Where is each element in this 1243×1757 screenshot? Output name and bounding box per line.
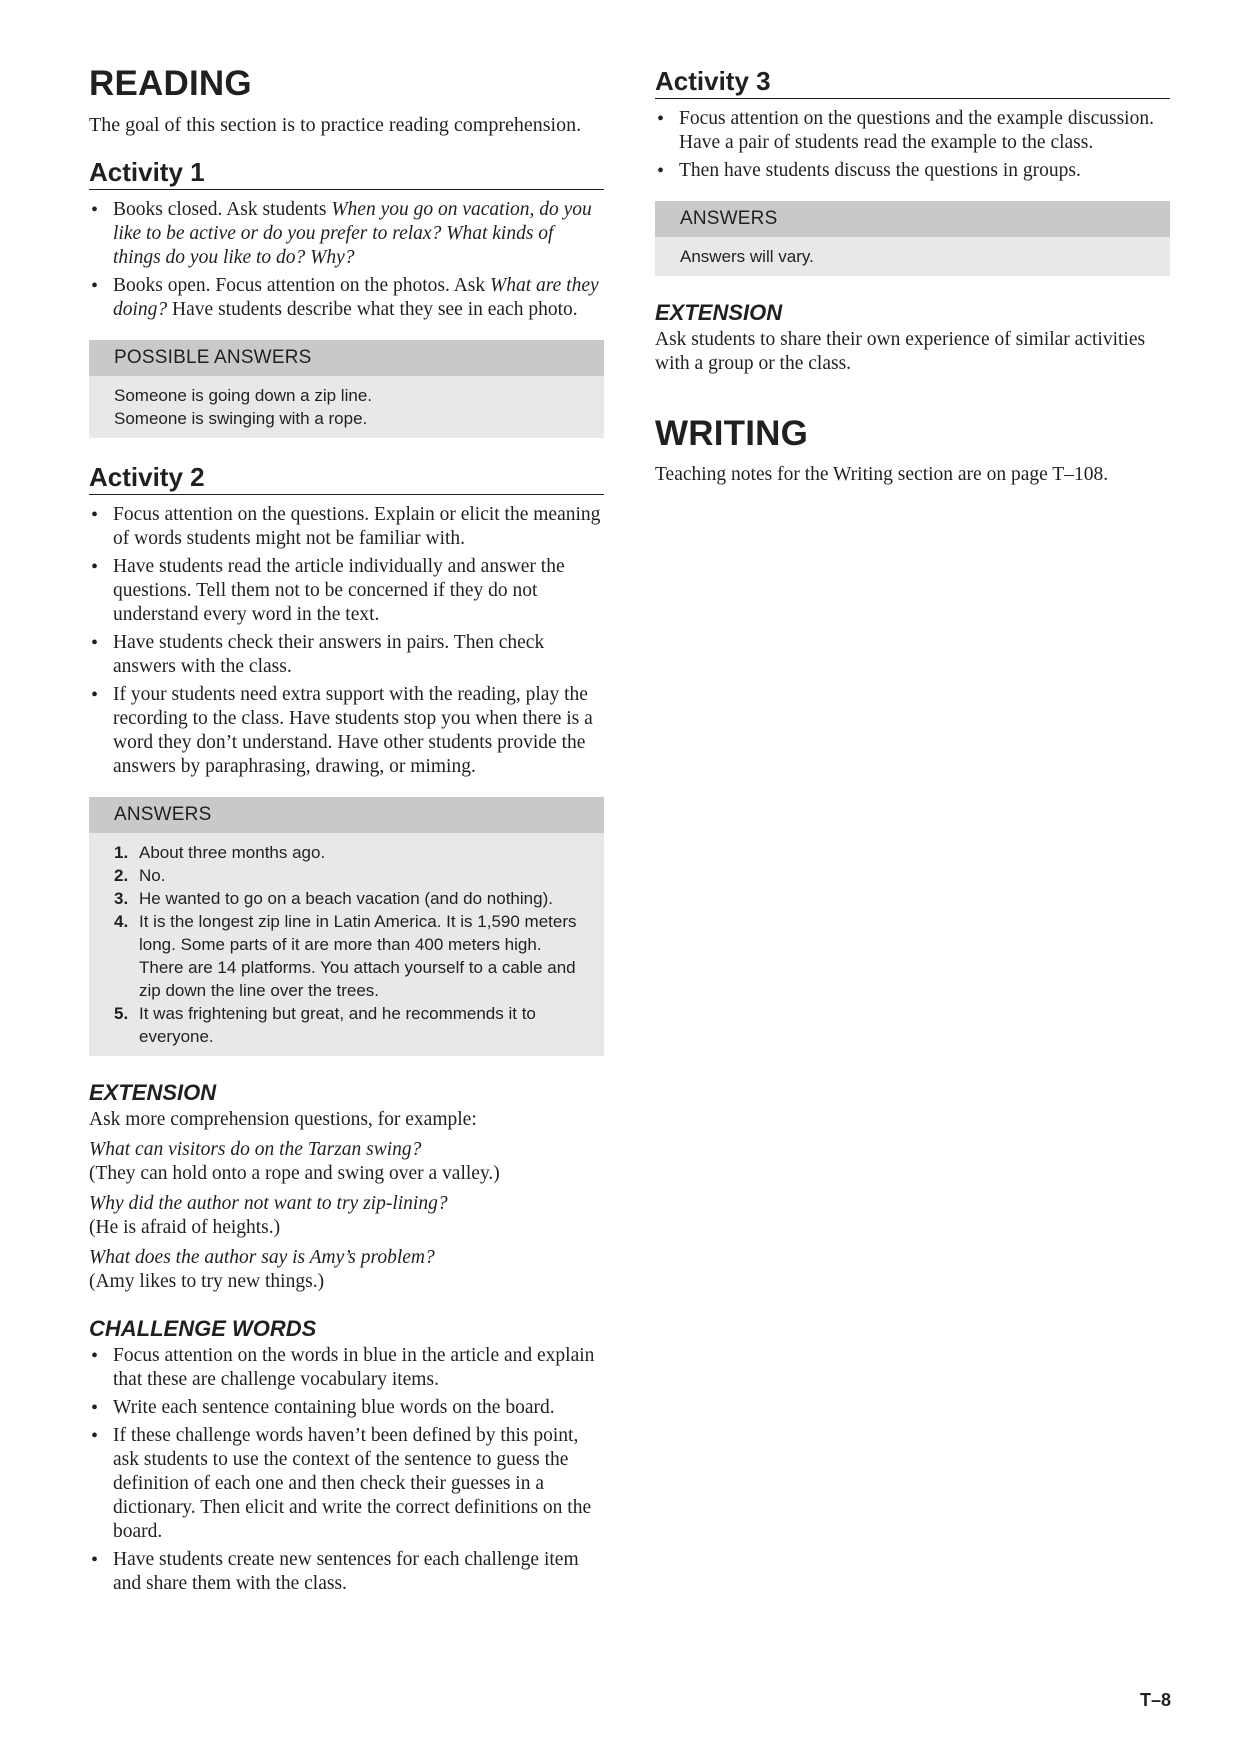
bullet-italic-text: When you go on vacation, do you like to be active or do you prefer to relax? What kinds of things do you like to do? Why?	[113, 199, 592, 268]
extension-question: Why did the author not want to try zip-lining?	[89, 1193, 448, 1214]
answer-item	[114, 841, 580, 864]
bullet-italic-text: What are they doing?	[113, 275, 599, 320]
right-column	[655, 66, 1170, 487]
list-item: • If your students need extra support with the reading, play the recording to the class. Have students stop you when there is a word they don’t understand. Have other students provide the answers by paraphrasing, drawing, or miming.	[89, 683, 604, 779]
answer-number: 3.	[114, 889, 129, 908]
answer-text: It is the longest zip line in Latin America. It is 1,590 meters long. Some parts of it are more than 400 meters high. There are 14 platforms. You attach yourself to a cable and zip down the line over the trees.	[139, 912, 577, 1000]
answer-number: 5.	[114, 1004, 129, 1023]
answer-box-body	[89, 833, 604, 1056]
list-item: • Have students create new sentences for each challenge item and share them with the class.	[89, 1548, 604, 1596]
challenge-words-list	[89, 1344, 604, 1596]
bullet-text: Books closed. Ask students	[113, 199, 332, 220]
activity-3-list	[655, 107, 1170, 183]
answer-box-body	[89, 376, 604, 438]
writing-title: WRITING	[655, 414, 809, 453]
list-item: • Then have students discuss the questions in groups.	[655, 159, 1170, 183]
answer-box-header: POSSIBLE ANSWERS	[89, 340, 604, 376]
extension-text: Ask students to share their own experience of similar activities with a group or the class.	[655, 329, 1146, 374]
extension-question: What does the author say is Amy’s problem?	[89, 1247, 435, 1268]
activity-1-list	[89, 198, 604, 322]
answer-number: 2.	[114, 866, 129, 885]
bullet-text: Have students describe what they see in each photo.	[167, 299, 578, 320]
answer-item	[114, 864, 580, 887]
extension-title: EXTENSION	[89, 1080, 217, 1105]
reading-intro: The goal of this section is to practice reading comprehension.	[89, 114, 582, 136]
list-item	[89, 198, 604, 270]
extension-title: EXTENSION	[655, 300, 783, 325]
extension-question-block	[89, 1138, 604, 1186]
extension-intro: Ask more comprehension questions, for example:	[89, 1109, 477, 1130]
reading-title: READING	[89, 64, 252, 103]
answer-item	[114, 887, 580, 910]
list-item: • Write each sentence containing blue words on the board.	[89, 1396, 604, 1420]
extension-answer: (He is afraid of heights.)	[89, 1217, 281, 1238]
answer-number: 1.	[114, 843, 129, 862]
answer-line: Someone is swinging with a rope.	[114, 409, 368, 428]
answer-text: About three months ago.	[139, 843, 326, 862]
answers-list	[114, 841, 580, 1048]
answer-item	[114, 1002, 580, 1048]
activity-3-title: Activity 3	[655, 66, 1170, 99]
answer-box-header: ANSWERS	[655, 201, 1170, 237]
answer-item	[114, 910, 580, 1002]
activity-1-title: Activity 1	[89, 157, 604, 190]
possible-answers-box	[89, 340, 604, 438]
page-number: T–8	[1139, 1690, 1171, 1710]
answers-box	[89, 797, 604, 1056]
writing-text: Teaching notes for the Writing section are on page T–108.	[655, 464, 1109, 485]
challenge-words-title: CHALLENGE WORDS	[89, 1316, 317, 1341]
answers-box	[655, 201, 1170, 276]
list-item: • If these challenge words haven’t been defined by this point, ask students to use the context of the sentence to guess the definition of each one and then check their guesses in a dictionary. Then elicit and write the correct definitions on the board.	[89, 1424, 604, 1544]
list-item: • Have students check their answers in pairs. Then check answers with the class.	[89, 631, 604, 679]
list-item: • Focus attention on the words in blue in the article and explain that these are challenge vocabulary items.	[89, 1344, 604, 1392]
answer-number: 4.	[114, 912, 129, 931]
extension-question-block	[89, 1246, 604, 1294]
answer-box-body: Answers will vary.	[680, 247, 814, 266]
answer-line: Someone is going down a zip line.	[114, 386, 372, 405]
answer-box-header: ANSWERS	[89, 797, 604, 833]
extension-question: What can visitors do on the Tarzan swing?	[89, 1139, 422, 1160]
answer-text: It was frightening but great, and he recommends it to everyone.	[139, 1004, 536, 1046]
answer-text: He wanted to go on a beach vacation (and do nothing).	[139, 889, 553, 908]
list-item	[89, 274, 604, 322]
activity-2-list	[89, 503, 604, 779]
bullet-text: Books open. Focus attention on the photos. Ask	[113, 275, 490, 296]
activity-2-title: Activity 2	[89, 462, 604, 495]
extension-answer: (Amy likes to try new things.)	[89, 1271, 325, 1292]
left-column	[89, 66, 604, 1600]
list-item: • Focus attention on the questions. Explain or elicit the meaning of words students might not be familiar with.	[89, 503, 604, 551]
list-item: • Focus attention on the questions and the example discussion. Have a pair of students read the example to the class.	[655, 107, 1170, 155]
list-item: • Have students read the article individually and answer the questions. Tell them not to be concerned if they do not understand every word in the text.	[89, 555, 604, 627]
extension-question-block	[89, 1192, 604, 1240]
answer-text: No.	[139, 866, 166, 885]
extension-answer: (They can hold onto a rope and swing over a valley.)	[89, 1163, 500, 1184]
